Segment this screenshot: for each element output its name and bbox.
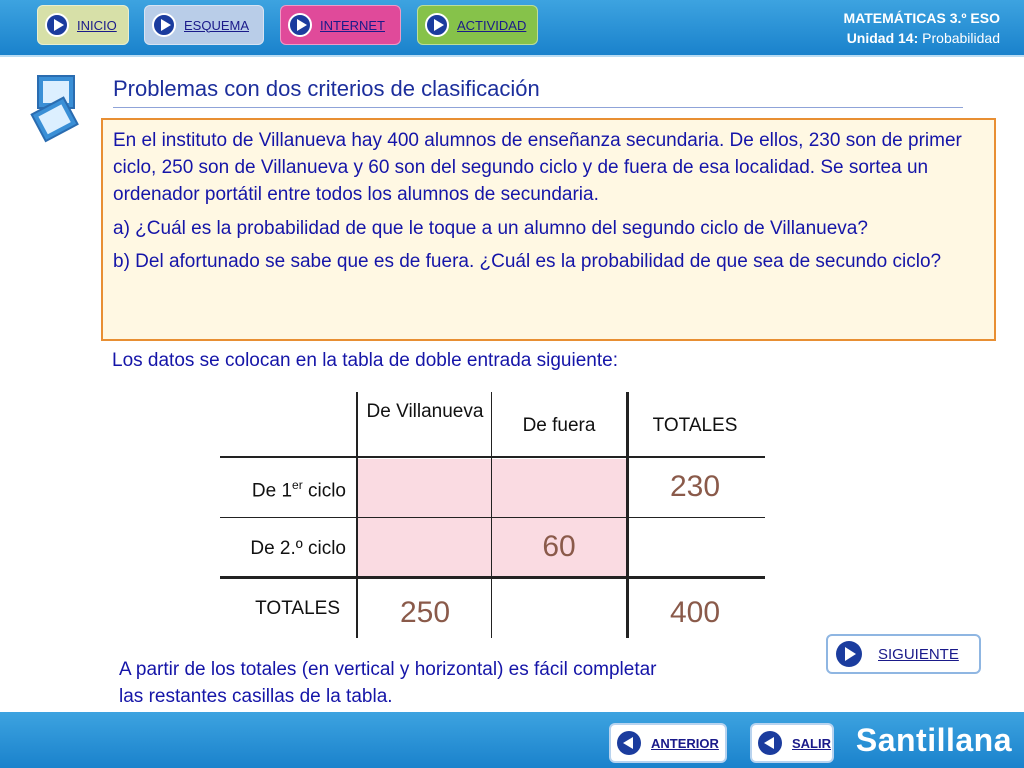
anterior-button[interactable] [609,723,727,763]
back-arrow-icon [758,731,782,755]
course-info [843,8,1000,48]
play-icon [45,13,69,37]
unit-label: Unidad 14: [846,30,919,46]
inicio-label: INICIO [77,17,117,33]
col-header-fuera: De fuera [522,415,596,436]
problem-box [101,118,996,341]
siguiente-label: SIGUIENTE [878,645,959,663]
santillana-logo: Santillana [855,722,1012,758]
cell-r1-total: 230 [669,470,721,503]
salir-label: SALIR [792,735,831,751]
row-label-segundo-ciclo: De 2.º ciclo [250,538,346,559]
row-label-primer-ciclo: De 1er ciclo [251,478,346,502]
play-icon [152,13,176,37]
contingency-table [220,392,765,642]
internet-label: INTERNET [320,17,385,33]
problem-statement: En el instituto de Villanueva hay 400 alumnos de enseñanza secundaria. De ellos, 230 son de primer ciclo, 250 son de Villanueva y 60 son del segundo ciclo y de fuera de esa localidad. Se sortea un ordenador portátil entre todos los alumnos de secundaria. [113,130,962,205]
esquema-button[interactable] [144,5,264,45]
actividad-label: ACTIVIDAD [457,17,527,33]
anterior-label: ANTERIOR [651,735,719,751]
inicio-button[interactable] [37,5,129,45]
salir-button[interactable] [750,723,834,763]
actividad-button[interactable] [417,5,538,45]
explanation-note: A partir de los totales (en vertical y horizontal) es fácil completar las restantes casillas de la tabla. [119,659,657,707]
table-line [220,456,765,458]
course-title: MATEMÁTICAS 3.º ESO [843,10,1000,26]
table-intro: Los datos se colocan en la tabla de doble entrada siguiente: [112,350,618,371]
cell-total-villanueva: 250 [399,596,451,629]
siguiente-button[interactable] [826,634,981,674]
title-divider [113,107,963,108]
col-header-totales: TOTALES [652,415,738,436]
table-line [220,517,765,518]
play-icon [288,13,312,37]
internet-button[interactable] [280,5,401,45]
cell-r2-fuera: 60 [542,530,576,563]
question-b: b) Del afortunado se sabe que es de fuera. ¿Cuál es la probabilidad de que sea de secundo ciclo? [113,251,942,272]
section-icon [30,72,86,144]
question-a: a) ¿Cuál es la probabilidad de que le toque a un alumno del segundo ciclo de Villanueva? [113,218,868,239]
play-icon [836,641,862,667]
play-icon [425,13,449,37]
col-header-villanueva: De Villanueva [366,401,484,422]
page-title: Problemas con dos criterios de clasificación [113,76,540,101]
table-line [220,576,765,579]
cell-total-total: 400 [669,596,721,629]
row-label-totales: TOTALES [255,598,340,619]
unit-name: Probabilidad [922,30,1000,46]
back-arrow-icon [617,731,641,755]
esquema-label: ESQUEMA [184,17,250,33]
